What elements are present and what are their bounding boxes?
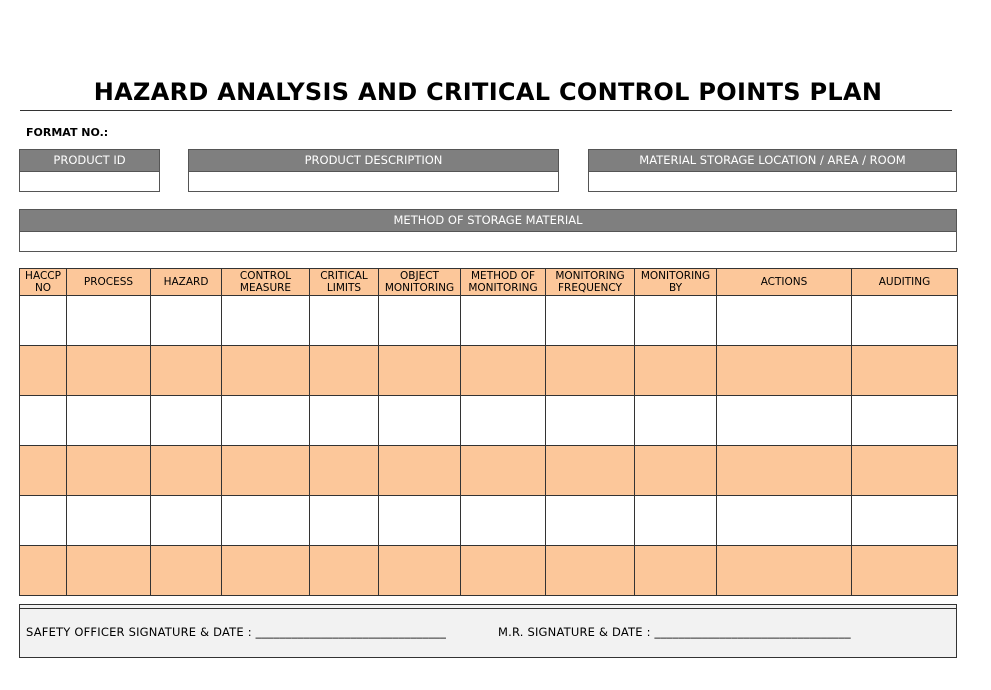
column-header-line: HACCP xyxy=(25,270,61,282)
table-cell[interactable] xyxy=(546,546,635,596)
table-cell[interactable] xyxy=(852,496,958,546)
column-header-line: NO xyxy=(34,282,52,294)
table-cell[interactable] xyxy=(222,396,310,446)
table-cell[interactable] xyxy=(717,396,852,446)
column-header xyxy=(67,269,151,296)
product-id-field[interactable] xyxy=(20,172,159,191)
table-cell[interactable] xyxy=(379,496,461,546)
table-cell[interactable] xyxy=(635,446,717,496)
title-divider xyxy=(20,110,952,111)
table-cell[interactable] xyxy=(67,546,151,596)
table-cell[interactable] xyxy=(20,446,67,496)
column-header xyxy=(151,269,222,296)
table-row xyxy=(20,346,958,396)
haccp-table xyxy=(19,268,958,596)
storage-method-box xyxy=(19,209,957,252)
table-cell[interactable] xyxy=(20,546,67,596)
table-header-row xyxy=(20,269,958,296)
product-id-box xyxy=(19,149,160,192)
column-header-line: ACTIONS xyxy=(760,276,808,288)
table-cell[interactable] xyxy=(20,396,67,446)
table-cell[interactable] xyxy=(67,446,151,496)
column-header-line: FREQUENCY xyxy=(558,282,622,294)
table-cell[interactable] xyxy=(635,346,717,396)
table-cell[interactable] xyxy=(151,296,222,346)
column-header xyxy=(635,269,717,296)
column-header xyxy=(461,269,546,296)
table-cell[interactable] xyxy=(461,396,546,446)
table-cell[interactable] xyxy=(310,346,379,396)
product-description-field[interactable] xyxy=(189,172,558,191)
table-cell[interactable] xyxy=(222,496,310,546)
table-cell[interactable] xyxy=(151,496,222,546)
table-cell[interactable] xyxy=(222,296,310,346)
table-cell[interactable] xyxy=(546,496,635,546)
table-row xyxy=(20,296,958,346)
column-header-line: AUDITING xyxy=(878,276,931,288)
column-header-line: HAZARD xyxy=(163,276,209,288)
table-cell[interactable] xyxy=(379,396,461,446)
table-cell[interactable] xyxy=(222,546,310,596)
column-header xyxy=(717,269,852,296)
storage-location-label: MATERIAL STORAGE LOCATION / AREA / ROOM xyxy=(589,150,956,172)
column-header xyxy=(546,269,635,296)
column-header xyxy=(20,269,67,296)
table-body xyxy=(20,296,958,596)
table-cell[interactable] xyxy=(461,296,546,346)
storage-method-field[interactable] xyxy=(20,232,956,251)
table-cell[interactable] xyxy=(67,346,151,396)
table-cell[interactable] xyxy=(310,496,379,546)
table-cell[interactable] xyxy=(151,546,222,596)
column-header-line: MONITORING xyxy=(384,282,455,294)
table-row xyxy=(20,396,958,446)
signature-section xyxy=(19,604,957,658)
page-title: HAZARD ANALYSIS AND CRITICAL CONTROL POINTS PLAN xyxy=(93,78,883,106)
table-cell[interactable] xyxy=(461,446,546,496)
table-cell[interactable] xyxy=(20,346,67,396)
column-header-line: CRITICAL xyxy=(320,270,368,282)
table-cell[interactable] xyxy=(717,496,852,546)
table-cell[interactable] xyxy=(852,346,958,396)
column-header xyxy=(379,269,461,296)
safety-officer-signature[interactable]: SAFETY OFFICER SIGNATURE & DATE : ________________________________ xyxy=(26,625,447,639)
product-description-box xyxy=(188,149,559,192)
table-cell[interactable] xyxy=(461,546,546,596)
table-cell[interactable] xyxy=(222,346,310,396)
table-cell[interactable] xyxy=(379,446,461,496)
table-cell[interactable] xyxy=(635,396,717,446)
table-cell[interactable] xyxy=(635,496,717,546)
column-header xyxy=(222,269,310,296)
table-cell[interactable] xyxy=(67,496,151,546)
table-row xyxy=(20,546,958,596)
column-header-line: PROCESS xyxy=(83,276,134,288)
column-header-line: OBJECT xyxy=(400,270,439,282)
table-cell[interactable] xyxy=(546,296,635,346)
storage-location-box xyxy=(588,149,957,192)
table-cell[interactable] xyxy=(67,396,151,446)
table-cell[interactable] xyxy=(379,346,461,396)
column-header-line: MONITORING xyxy=(555,270,625,282)
table-cell[interactable] xyxy=(310,296,379,346)
table-cell[interactable] xyxy=(151,446,222,496)
table-cell[interactable] xyxy=(717,346,852,396)
column-header-line: MONITORING xyxy=(468,282,538,294)
table-cell[interactable] xyxy=(546,346,635,396)
column-header-line: BY xyxy=(668,282,683,294)
table-cell[interactable] xyxy=(635,296,717,346)
table-cell[interactable] xyxy=(151,396,222,446)
table-cell[interactable] xyxy=(310,396,379,446)
table-cell[interactable] xyxy=(461,496,546,546)
table-cell[interactable] xyxy=(379,546,461,596)
table-cell[interactable] xyxy=(852,446,958,496)
table-cell[interactable] xyxy=(546,446,635,496)
storage-location-field[interactable] xyxy=(589,172,956,191)
storage-method-label: METHOD OF STORAGE MATERIAL xyxy=(20,210,956,232)
column-header-line: METHOD OF xyxy=(471,270,535,282)
table-row xyxy=(20,446,958,496)
product-id-label: PRODUCT ID xyxy=(20,150,159,172)
table-cell[interactable] xyxy=(717,296,852,346)
table-cell[interactable] xyxy=(852,296,958,346)
table-cell[interactable] xyxy=(852,546,958,596)
table-cell[interactable] xyxy=(222,446,310,496)
table-cell[interactable] xyxy=(717,546,852,596)
column-header xyxy=(852,269,958,296)
table-cell[interactable] xyxy=(461,346,546,396)
table-cell[interactable] xyxy=(67,296,151,346)
column-header-line: CONTROL xyxy=(239,270,292,282)
format-number-label: FORMAT NO.: xyxy=(26,126,109,139)
table-cell[interactable] xyxy=(310,546,379,596)
table-cell[interactable] xyxy=(717,446,852,496)
mr-signature[interactable]: M.R. SIGNATURE & DATE : _________________________________ xyxy=(498,625,851,639)
table-cell[interactable] xyxy=(379,296,461,346)
signature-divider xyxy=(20,608,956,609)
column-header xyxy=(310,269,379,296)
column-header-line: LIMITS xyxy=(326,282,362,294)
table-cell[interactable] xyxy=(151,346,222,396)
column-header-line: MONITORING xyxy=(640,270,711,282)
table-cell[interactable] xyxy=(852,396,958,446)
table-cell[interactable] xyxy=(20,296,67,346)
table-cell[interactable] xyxy=(635,546,717,596)
table-cell[interactable] xyxy=(546,396,635,446)
product-description-label: PRODUCT DESCRIPTION xyxy=(189,150,558,172)
table-cell[interactable] xyxy=(20,496,67,546)
table-cell[interactable] xyxy=(310,446,379,496)
column-header-line: MEASURE xyxy=(239,282,292,294)
table-row xyxy=(20,496,958,546)
